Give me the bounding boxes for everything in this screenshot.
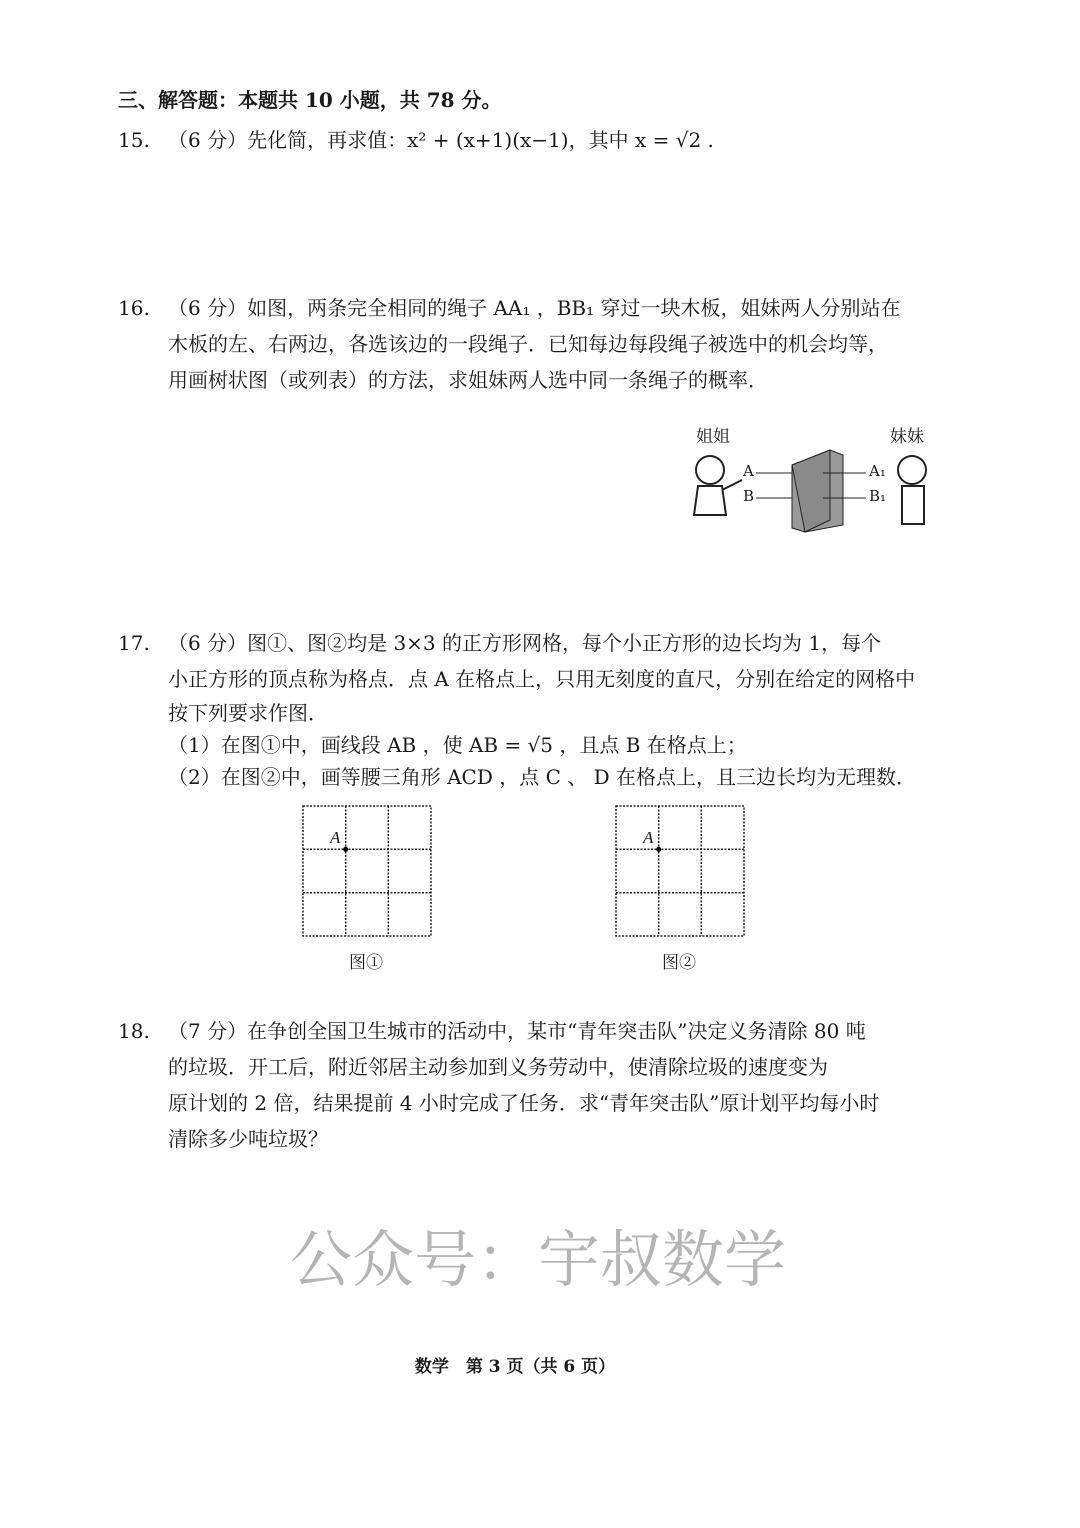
- rope-label: A₁: [869, 462, 886, 480]
- question-text: 清除多少吨垃圾？: [168, 1127, 328, 1151]
- question-18: [118, 1013, 948, 1157]
- figure-caption: 图②: [662, 953, 696, 973]
- page-footer: 数学 第 3 页（共 6 页）: [414, 1357, 616, 1377]
- watermark: 公众号：宇叔数学: [290, 1223, 787, 1296]
- question-15: [118, 122, 948, 158]
- rope-label: B₁: [869, 487, 887, 505]
- grid-figure-1: [302, 805, 432, 937]
- point-a-label: A: [643, 828, 654, 847]
- question-number: 16.: [118, 296, 150, 320]
- rope-label: B: [743, 487, 755, 505]
- question-17: [118, 625, 948, 793]
- question-text: （6 分）图①、图②均是 3×3 的正方形网格，每个小正方形的边长均为 1，每个: [168, 631, 882, 655]
- grid-figure-2: [615, 805, 745, 937]
- question-text: 的垃圾．开工后，附近邻居主动参加到义务劳动中，使清除垃圾的速度变为: [168, 1055, 828, 1079]
- question-number: 17.: [118, 631, 150, 655]
- question-number: 18.: [118, 1019, 150, 1043]
- question-16: [118, 290, 948, 398]
- question-text: 原计划的 2 倍，结果提前 4 小时完成了任务．求“青年突击队”原计划平均每小时: [168, 1091, 880, 1115]
- rope-board-figure: [680, 420, 940, 540]
- question-text: （6 分）先化简，再求值：x² + (x+1)(x−1)，其中 x = √2 .: [168, 128, 714, 152]
- question-text: （1）在图①中，画线段 AB ，使 AB = √5 ，且点 B 在格点上；: [168, 733, 747, 757]
- question-text: 木板的左、右两边，各选该边的一段绳子．已知每边每段绳子被选中的机会均等，: [168, 332, 888, 356]
- sister-younger-label: 妹妹: [890, 427, 924, 447]
- question-text: （7 分）在争创全国卫生城市的活动中，某市“青年突击队”决定义务清除 80 吨: [168, 1019, 866, 1043]
- figure-caption: 图①: [349, 953, 383, 973]
- question-text: （6 分）如图，两条完全相同的绳子 AA₁ ，BB₁ 穿过一块木板，姐妹两人分别站在: [168, 296, 901, 320]
- section-heading: 三、解答题：本题共 10 小题，共 78 分。: [118, 88, 502, 112]
- question-text: 用画树状图（或列表）的方法，求姐妹两人选中同一条绳子的概率．: [168, 368, 768, 392]
- board-illustration: [680, 420, 940, 540]
- sister-older-label: 姐姐: [696, 427, 730, 447]
- question-number: 15.: [118, 128, 150, 152]
- question-text: （2）在图②中，画等腰三角形 ACD ，点 C 、 D 在格点上，且三边长均为无理数．: [168, 765, 916, 789]
- question-text: 小正方形的顶点称为格点．点 A 在格点上，只用无刻度的直尺，分别在给定的网格中: [168, 667, 916, 691]
- question-text: 按下列要求作图．: [168, 701, 328, 725]
- rope-label: A: [743, 462, 754, 480]
- point-a-label: A: [330, 828, 341, 847]
